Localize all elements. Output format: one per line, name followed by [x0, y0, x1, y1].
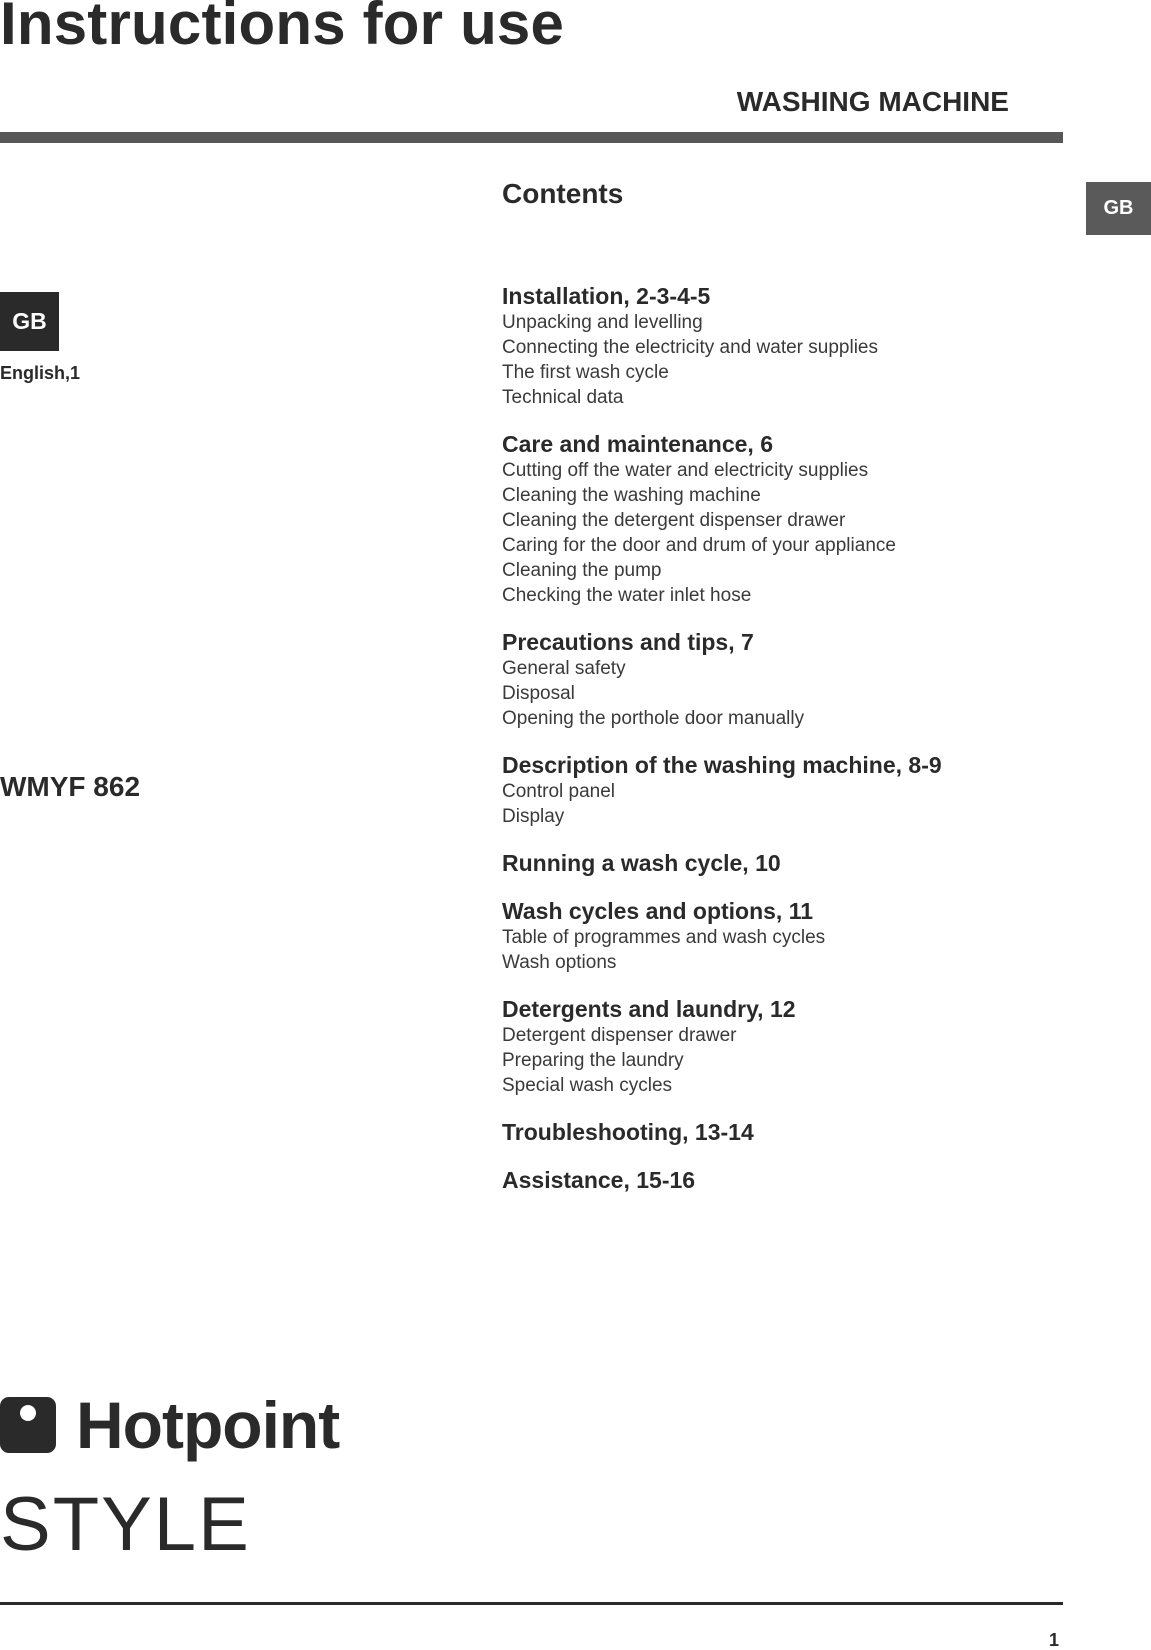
- product-line-name: STYLE: [0, 1482, 251, 1567]
- language-code-badge: GB: [0, 292, 59, 351]
- toc-section: [502, 1118, 1082, 1146]
- toc-subitem: Opening the porthole door manually: [502, 708, 805, 729]
- toc-subitem: Control panel: [502, 781, 616, 802]
- toc-section-title: Precautions and tips, 7: [502, 629, 754, 655]
- brand-logo: [0, 1385, 339, 1465]
- toc-section: [502, 897, 1082, 975]
- toc-section-title: Assistance, 15-16: [502, 1167, 696, 1193]
- toc-subitems: [502, 1023, 1082, 1098]
- toc-section: [502, 430, 1082, 608]
- toc-subitems: [502, 310, 1082, 410]
- toc-subitems: [502, 458, 1082, 608]
- contents-heading: Contents: [502, 178, 624, 209]
- product-type: WASHING MACHINE: [736, 86, 1009, 117]
- toc-section-title: Description of the washing machine, 8-9: [502, 752, 942, 778]
- toc-section: [502, 751, 1082, 829]
- brand-name: Hotpoint: [76, 1388, 340, 1462]
- toc-subitems: [502, 779, 1082, 829]
- toc-subitem: Caring for the door and drum of your appliance: [502, 535, 896, 556]
- toc-subitem: Cleaning the detergent dispenser drawer: [502, 510, 846, 531]
- toc-subitem: Special wash cycles: [502, 1075, 673, 1096]
- footer-divider: [0, 1602, 1063, 1605]
- toc-subitem: General safety: [502, 658, 626, 679]
- toc-section-title: Troubleshooting, 13-14: [502, 1119, 754, 1145]
- toc-subitem: Cleaning the washing machine: [502, 485, 761, 506]
- toc-subitem: Display: [502, 806, 565, 827]
- toc-subitem: Connecting the electricity and water supplies: [502, 337, 878, 358]
- toc-section: [502, 1166, 1082, 1194]
- toc-subitem: Checking the water inlet hose: [502, 585, 752, 606]
- model-number: WMYF 862: [0, 771, 141, 802]
- toc-section: [502, 282, 1082, 410]
- toc-subitem: Cleaning the pump: [502, 560, 662, 581]
- toc-subitem: Table of programmes and wash cycles: [502, 927, 826, 948]
- toc-section: [502, 849, 1082, 877]
- toc-section: [502, 995, 1082, 1098]
- document-title: Instructions for use: [0, 0, 565, 57]
- language-page-reference: English,1: [0, 363, 81, 383]
- language-side-tab: GB: [1086, 182, 1151, 235]
- table-of-contents: [502, 282, 1082, 1214]
- toc-subitem: Wash options: [502, 952, 617, 973]
- toc-subitem: Detergent dispenser drawer: [502, 1025, 737, 1046]
- hotpoint-logo-icon: [0, 1397, 56, 1453]
- toc-section-title: Running a wash cycle, 10: [502, 850, 781, 876]
- toc-subitem: Unpacking and levelling: [502, 312, 703, 333]
- toc-subitem: The first wash cycle: [502, 362, 669, 383]
- toc-section-title: Installation, 2-3-4-5: [502, 283, 711, 309]
- toc-subitem: Technical data: [502, 387, 624, 408]
- toc-subitem: Disposal: [502, 683, 575, 704]
- page-number: 1: [1048, 1630, 1059, 1650]
- toc-section-title: Wash cycles and options, 11: [502, 898, 814, 924]
- toc-subitem: Preparing the laundry: [502, 1050, 684, 1071]
- toc-subitems: [502, 656, 1082, 731]
- toc-subitems: [502, 925, 1082, 975]
- toc-subitem: Cutting off the water and electricity supplies: [502, 460, 869, 481]
- toc-section-title: Care and maintenance, 6: [502, 431, 773, 457]
- header-divider: [0, 132, 1063, 143]
- toc-section-title: Detergents and laundry, 12: [502, 996, 796, 1022]
- toc-section: [502, 628, 1082, 731]
